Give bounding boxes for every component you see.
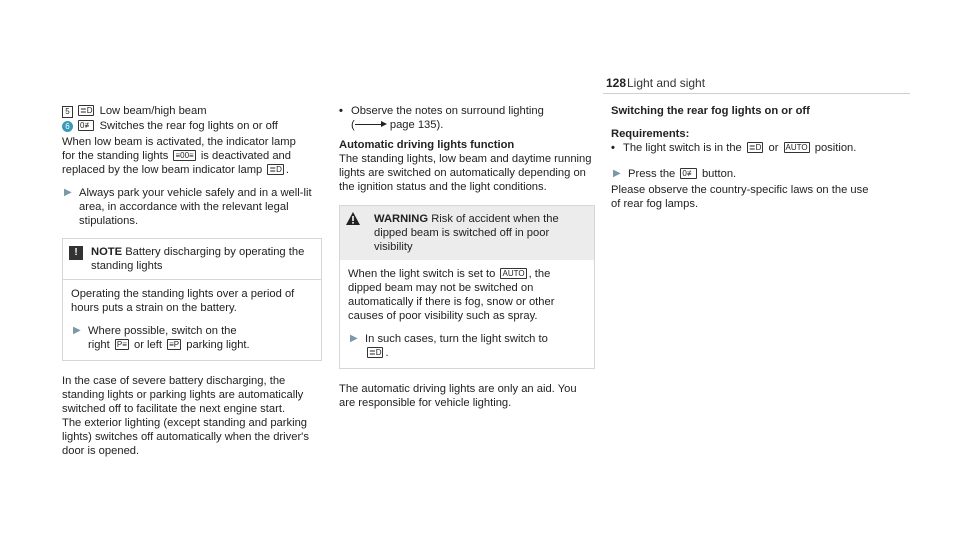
column-left — [62, 104, 322, 458]
step-text: Always park your vehicle safely and in a well-lit area, in accordance with the relevant legal stipulations. — [79, 187, 312, 227]
column-right — [611, 104, 871, 211]
page-reference-link[interactable]: page 135). — [389, 119, 444, 131]
requirements-label: Requirements: — [611, 128, 690, 140]
rear-fog-icon: 0≢ — [80, 121, 93, 130]
note-step: ▶ Where possible, switch on the right P≡ or left ≡P parking light. — [73, 325, 250, 351]
note-header — [63, 239, 321, 280]
right-parking-light-icon: P≡ — [116, 340, 127, 349]
paragraph-battery: In the case of severe battery discharging, the standing lights or parking lights are automatically switched off to facilitate the next engine start. — [62, 375, 304, 415]
paragraph-aid: The automatic driving lights are only an aid. You are responsible for vehicle lighting. — [339, 383, 577, 409]
column-middle — [339, 104, 595, 410]
low-beam-icon: ≣D — [748, 143, 762, 152]
header-rule — [603, 93, 910, 94]
press-step: ▶ Press the 0≢ button. — [613, 168, 737, 180]
warning-text: When the light switch is set to AUTO , the dipped beam may not be switched on automatically if there is fog, snow or other causes of poor visibility such as spray. — [348, 268, 555, 322]
left-parking-light-icon: ≡P — [169, 340, 180, 349]
rear-fog-icon: 0≢ — [682, 169, 695, 178]
marker-5: 5 — [62, 106, 73, 118]
step-arrow-icon: ▶ — [64, 187, 72, 198]
auto-icon: AUTO — [785, 143, 808, 152]
page-number: 128 — [606, 76, 627, 90]
warning-body — [340, 260, 594, 368]
paragraph-exterior-lighting: The exterior lighting (except standing and parking lights) switches off automatically when the driver's door is opened. — [62, 417, 309, 457]
note-box — [62, 238, 322, 361]
bullet-dot: • — [339, 105, 343, 117]
low-beam-icon: ≣D — [369, 348, 382, 357]
note-label: NOTE — [91, 246, 123, 258]
warning-box — [339, 205, 595, 369]
marker-6: 6 — [62, 121, 73, 132]
page-section-title: Light and sight — [627, 76, 706, 90]
note-body — [63, 280, 321, 360]
legend-item-5 — [62, 104, 322, 118]
bullet-item: • Observe the notes on surround lighting ( page 135). — [339, 105, 544, 131]
low-beam-icon: ≣D — [80, 106, 93, 115]
low-beam-icon: ≣D — [269, 165, 282, 174]
warning-triangle-icon — [346, 212, 362, 254]
step-arrow-icon: ▶ — [350, 333, 358, 344]
note-title: Battery discharging by operating the standing lights — [91, 246, 305, 272]
paragraph-laws: Please observe the country-specific laws on the use of rear fog lamps. — [611, 184, 869, 210]
legend-text-6: Switches the rear fog lights on or off — [99, 120, 278, 132]
instruction-step — [62, 186, 322, 228]
step-arrow-icon: ▶ — [73, 325, 81, 336]
paragraph-automatic: The standing lights, low beam and daytime running lights are switched on automatically depending on the ignition status and the light conditions. — [339, 153, 592, 193]
exclamation-icon: ! — [69, 246, 83, 260]
note-text: Operating the standing lights over a period of hours puts a strain on the battery. — [71, 288, 295, 314]
subheading-automatic: Automatic driving lights function — [339, 139, 515, 151]
requirement-item: • The light switch is in the ≣D or AUTO position. — [611, 142, 857, 154]
heading-rear-fog: Switching the rear fog lights on or off — [611, 105, 810, 117]
bullet-dot: • — [611, 142, 615, 154]
step-arrow-icon: ▶ — [613, 168, 621, 179]
standing-lights-icon: ≡00≡ — [175, 151, 194, 160]
warning-label: WARNING — [374, 213, 429, 225]
auto-icon: AUTO — [502, 269, 525, 278]
warning-header — [340, 206, 594, 260]
page-reference-arrow-icon — [355, 120, 387, 128]
legend-item-6 — [62, 119, 322, 133]
paragraph-indicator: When low beam is activated, the indicator lamp for the standing lights ≡00≡ is deactivated and replaced by the low beam indicator lamp ≣D . — [62, 136, 296, 176]
warning-title: Risk of accident when the dipped beam is switched off in poor visibility — [374, 213, 559, 253]
legend-text-5: Low beam/high beam — [99, 105, 207, 117]
warning-step: ▶ In such cases, turn the light switch to ≣D . — [350, 333, 548, 359]
